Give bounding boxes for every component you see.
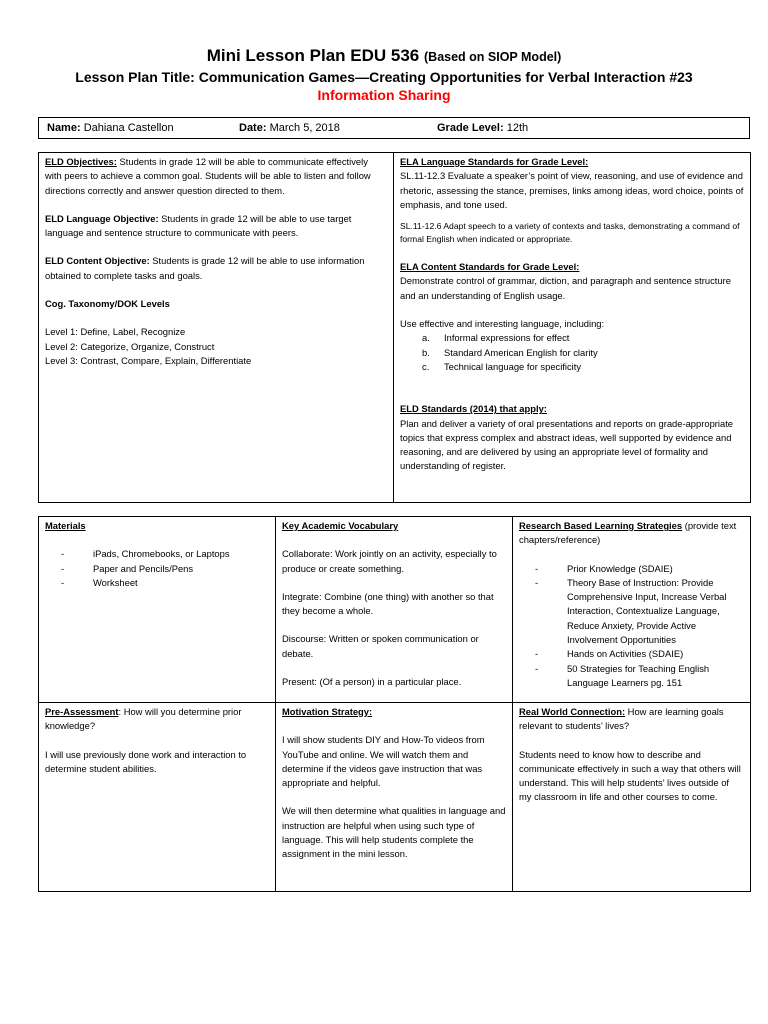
real-world-answer: Students need to know how to describe and communicate effectively in such a way that others will understand. This will help students’ lives outside of my classroom in life and other courses to come. — [519, 748, 741, 803]
research-list — [519, 562, 744, 691]
info-bar — [38, 117, 750, 139]
vocabulary-entry: Integrate: Combine (one thing) with another so that they become a whole. — [282, 590, 494, 617]
list-marker: a. — [422, 332, 430, 344]
real-world-question: How are learning goals relevant to students’ lives? — [519, 706, 724, 732]
standards-cell — [394, 153, 751, 503]
pre-assessment-heading — [45, 705, 269, 734]
document-title-line — [0, 46, 768, 67]
document-header — [0, 46, 768, 104]
materials-label: Materials — [45, 520, 86, 531]
vocabulary-cell — [276, 517, 513, 703]
materials-cell — [39, 517, 276, 703]
pre-assessment-question: : How will you determine prior knowledge? — [45, 706, 242, 732]
list-item: - Theory Base of Instruction: Provide Comprehensive Input, Increase Verbal Interaction, Contextualize Language, Reduce Anxiety, Provide Active Involvement Opportunities — [535, 576, 744, 647]
content-objective-label: ELD Content Objective: — [45, 255, 150, 267]
eld-standards-text: Plan and deliver a variety of oral presentations and reports on grade-appropriate topics that express complex and abstract ideas, well supported by evidence and reasoning, and are delivered by using an appropriate level of formality and understanding of register. — [400, 417, 734, 472]
motivation-cell — [276, 703, 513, 892]
pre-assessment-label: Pre-Assessment — [45, 706, 119, 717]
effective-language-list — [400, 331, 744, 374]
dok-level-2: Level 2: Categorize, Organize, Construct — [45, 340, 215, 352]
language-objective-label: ELD Language Objective: — [45, 212, 159, 224]
motivation-paragraph: I will show students DIY and How-To videos from YouTube and online. We will watch them and determine if the videos gave instruction that was appropriate and helpful. — [282, 734, 485, 789]
grade-label: Grade Level: — [437, 122, 504, 134]
title-note: (Based on SIOP Model) — [424, 50, 562, 64]
vocabulary-entry: Present: (Of a person) in a particular place. — [282, 676, 462, 688]
research-label-suffix: (provide text chapters/reference) — [519, 520, 737, 546]
list-marker: b. — [422, 346, 430, 358]
eld-language-objective — [45, 212, 387, 241]
effective-language-intro: Use effective and interesting language, including: — [400, 318, 605, 330]
name-field — [47, 118, 174, 138]
list-item — [422, 360, 744, 374]
list-item: - Prior Knowledge (SDAIE) — [535, 562, 744, 576]
taxonomy-label: Cog. Taxonomy/DOK Levels — [45, 298, 170, 310]
content-objective-text: Students is grade 12 will be able to use information obtained to complete tasks and goals. — [45, 255, 365, 281]
document-title: Mini Lesson Plan EDU 536 — [206, 46, 420, 65]
list-item: - iPads, Chromebooks, or Laptops — [61, 547, 269, 561]
research-heading — [519, 519, 744, 548]
name-value: Dahiana Castellon — [83, 122, 174, 134]
real-world-cell — [513, 703, 751, 892]
objectives-standards-table — [38, 152, 751, 503]
list-item — [422, 346, 744, 360]
pre-assessment-answer: I will use previously done work and interaction to determine student abilities. — [45, 748, 247, 774]
objectives-cell — [39, 153, 394, 503]
dok-level-1: Level 1: Define, Label, Recognize — [45, 326, 186, 338]
list-item: - Paper and Pencils/Pens — [61, 562, 269, 576]
motivation-paragraph: We will then determine what qualities in language and instruction are helpful when using such type of language. This will help students complete the assignment in the mini lesson. — [282, 805, 506, 860]
name-label: Name: — [47, 122, 81, 134]
list-item-text: Informal expressions for effect — [444, 332, 570, 344]
ela-content-text: Demonstrate control of grammar, diction, and paragraph and sentence structure and an understanding of English usage. — [400, 275, 731, 301]
lesson-plan-title: Lesson Plan Title: Communication Games—Creating Opportunities for Verbal Interaction #23 — [75, 69, 693, 85]
list-marker: c. — [422, 360, 430, 372]
ela-language-text: SL.11-12.3 Evaluate a speaker’s point of view, reasoning, and use of evidence and rhetoric, assessing the stance, premises, links among ideas, word choice, points of emphasis, and tone used. — [400, 170, 744, 210]
lesson-subtitle: Information Sharing — [317, 87, 451, 103]
eld-objectives — [45, 155, 387, 198]
list-item — [422, 331, 744, 345]
real-world-heading — [519, 705, 744, 734]
eld-objectives-label: ELD Objectives: — [45, 156, 117, 167]
eld-standards-label: ELD Standards (2014) that apply: — [400, 403, 547, 415]
materials-list — [45, 547, 269, 590]
list-item: - Hands on Activities (SDAIE) — [535, 647, 744, 661]
date-value: March 5, 2018 — [269, 122, 340, 134]
research-cell — [513, 517, 751, 703]
grade-value: 12th — [506, 122, 529, 134]
real-world-label: Real World Connection: — [519, 706, 626, 717]
eld-content-objective — [45, 254, 387, 283]
vocabulary-entry: Discourse: Written or spoken communication or debate. — [282, 633, 479, 659]
list-item: - 50 Strategies for Teaching English Language Learners pg. 151 — [535, 662, 744, 691]
list-item-text: Technical language for specificity — [444, 360, 582, 372]
vocabulary-entry: Collaborate: Work jointly on an activity, especially to produce or create something. — [282, 548, 497, 574]
date-field — [239, 118, 340, 138]
vocabulary-label: Key Academic Vocabulary — [282, 520, 399, 531]
ela-language-label: ELA Language Standards for Grade Level: — [400, 156, 589, 167]
dok-level-3: Level 3: Contrast, Compare, Explain, Differentiate — [45, 354, 252, 366]
list-item-text: Standard American English for clarity — [444, 346, 598, 358]
research-label: Research Based Learning Strategies — [519, 520, 683, 531]
planning-table — [38, 516, 751, 892]
ela-content-label: ELA Content Standards for Grade Level: — [400, 261, 580, 273]
language-objective-text: Students in grade 12 will be able to use target language and sentence structure to communicate with peers. — [45, 212, 352, 239]
grade-field — [437, 118, 528, 138]
pre-assessment-cell — [39, 703, 276, 892]
date-label: Date: — [239, 122, 267, 134]
list-item: - Worksheet — [61, 576, 269, 590]
ela-language-text-2: SL.11-12.6 Adapt speech to a variety of contexts and tasks, demonstrating a command of formal English when indicated or appropriate. — [400, 221, 740, 245]
eld-objectives-text: Students in grade 12 will be able to communicate effectively with peers to achieve a common goal. Students will be able to listen and follow directions correctly and answer question directed to them. — [45, 156, 371, 196]
motivation-label: Motivation Strategy: — [282, 706, 373, 717]
